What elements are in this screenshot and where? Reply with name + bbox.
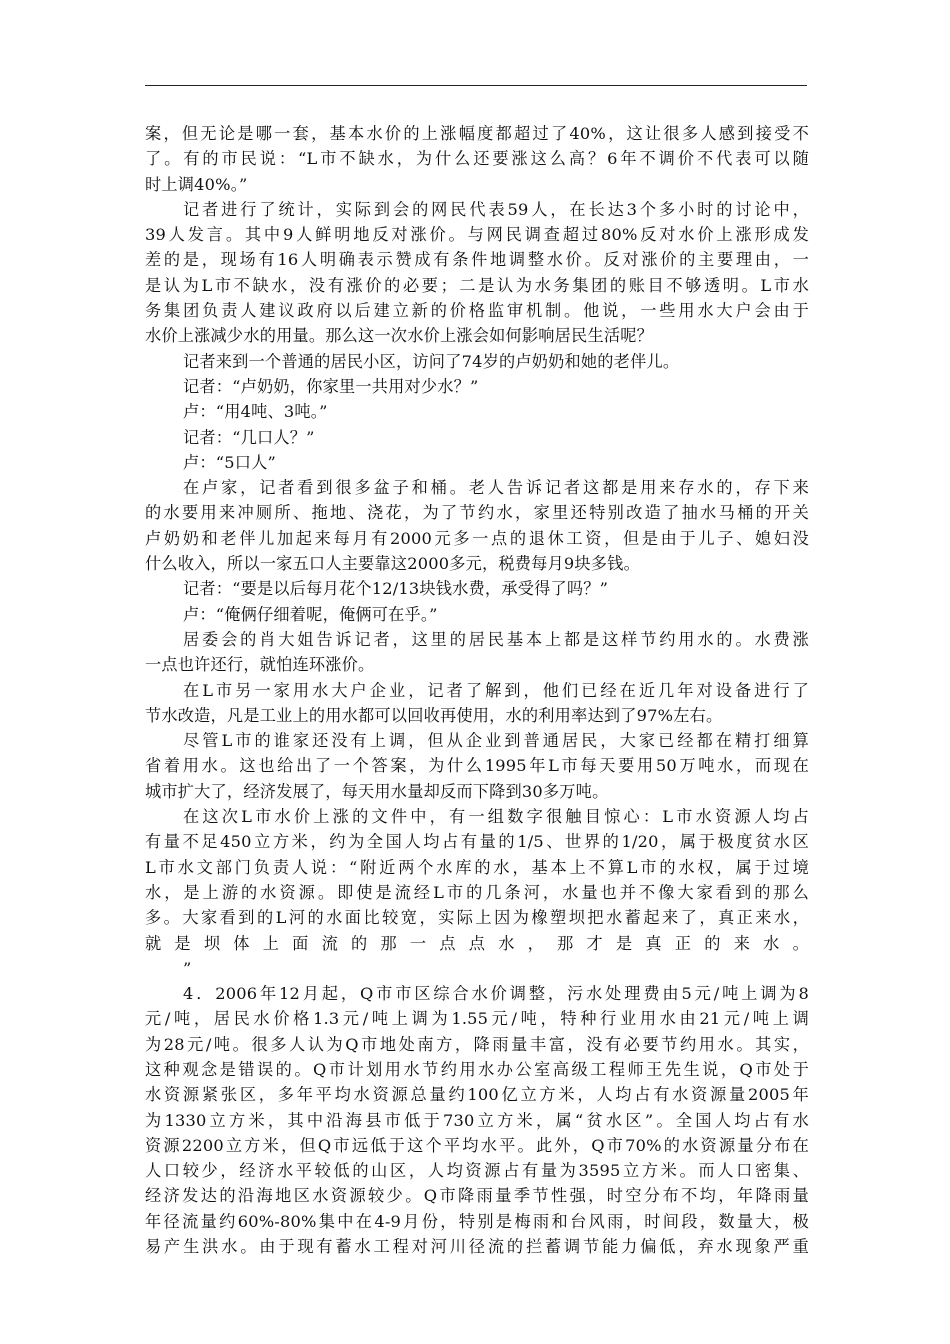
text-line: 有量不足450立方米，约为全国人均占有量的1/5、世界的1/20，属于极度贫水区 (145, 832, 809, 852)
text-line: L市水文部门负责人说：“附近两个水库的水，基本上不算L市的水权，属于过境 (145, 857, 809, 877)
text-line: 省着用水。这也给出了一个答案，为什么1995年L市每天要用50万吨水，而现在 (145, 756, 809, 776)
text-line: 尽管L市的谁家还没有上调，但从企业到普通居民，大家已经都在精打细算 (183, 731, 809, 751)
text-line: 为1330立方米，其中沿海县市低于730立方米，属“贫水区”。全国人均占有水 (145, 1110, 809, 1130)
text-line: 在卢家，记者看到很多盆子和桶。老人告诉记者这都是用来存水的，存下来 (183, 478, 809, 498)
text-line: 记者：“几口人？” (183, 427, 315, 447)
text-line: 年径流量约60%-80%集中在4-9月份，特别是梅雨和台风雨，时间段，数量大，极 (145, 1211, 809, 1231)
text-line: 卢奶奶和老伴儿加起来每月有2000元多一点的退休工资，但是由于儿子、媳妇没 (145, 528, 809, 548)
text-line: 务集团负责人建议政府以后建立新的价格监审机制。他说，一些用水大户会由于 (145, 301, 809, 321)
text-line: 经济发达的沿海地区水资源较少。Q市降雨量季节性强，时空分布不均，年降雨量 (145, 1186, 809, 1206)
text-line: 元/吨，居民水价格1.3元/吨上调为1.55元/吨，特种行业用水由21元/吨上调 (145, 1009, 809, 1029)
text-line: 人口较少，经济水平较低的山区，人均资源占有量为3595立方米。而人口密集、 (145, 1161, 809, 1181)
text-line: 为28元/吨。很多人认为Q市地处南方，降雨量丰富，没有必要节约用水。其实， (145, 1034, 809, 1054)
text-line: 的水要用来冲厕所、拖地、浇花，为了节约水，家里还特别改造了抽水马桶的开关 (145, 503, 809, 523)
text-line: 记者进行了统计，实际到会的网民代表59人，在长达3个多小时的讨论中， (183, 199, 809, 219)
text-line: 资源2200立方米，但Q市远低于这个平均水平。此外，Q市70%的水资源量分布在 (145, 1135, 809, 1155)
text-line: 记者：“卢奶奶，你家里一共用对少水？” (183, 376, 479, 396)
header-divider (145, 85, 807, 86)
text-line: 一点也许还行，就怕连环涨价。 (145, 655, 375, 675)
text-line: 城市扩大了，经济发展了，每天用水量却反而下降到30多万吨。 (145, 781, 609, 801)
text-line: 在这次L市水价上涨的文件中，有一组数字很触目惊心：L市水资源人均占 (183, 807, 809, 827)
text-line: 是认为L市不缺水，没有涨价的必要；二是认为水务集团的账目不够透明。L市水 (145, 275, 809, 295)
text-line: 就是坝体上面流的那一点点水，那才是真正的来水。 (145, 933, 809, 953)
text-line: 卢：“俺俩仔细着呢，俺俩可在乎。” (183, 604, 438, 624)
text-line: 案，但无论是哪一套，基本水价的上涨幅度都超过了40%，这让很多人感到接受不 (145, 124, 809, 143)
text-line: 易产生洪水。由于现有蓄水工程对河川径流的拦蓄调节能力偏低，弃水现象严重 (145, 1237, 809, 1257)
text-line: 什么收入，所以一家五口人主要靠这2000多元，税费每月9块多钱。 (145, 554, 640, 574)
text-line: 记者来到一个普通的居民小区，访问了74岁的卢奶奶和她的老伴儿。 (183, 351, 680, 371)
text-line: 居委会的肖大姐告诉记者，这里的居民基本上都是这样节约用水的。水费涨 (183, 629, 809, 649)
document-body (145, 121, 809, 1259)
text-line: 卢：“用4吨、3吨。” (183, 402, 328, 422)
text-line: 卢：“5口人” (183, 452, 276, 472)
text-line: 这种观念是错误的。Q市计划用水节约用水办公室高级工程师王先生说，Q市处于 (145, 1059, 809, 1079)
text-line: 水价上涨减少水的用量。那么这一次水价上涨会如何影响居民生活呢？ (145, 326, 654, 346)
text-line: 多。大家看到的L河的水面比较宽，实际上因为橡塑坝把水蓄起来了，真正来水， (145, 908, 809, 928)
text-line: 节水改造，凡是工业上的用水都可以回收再使用，水的利用率达到了97%左右。 (145, 705, 723, 725)
text-line: ” (183, 958, 192, 978)
text-line: 水资源紧张区，多年平均水资源总量约100亿立方米，人均占有水资源量2005年 (145, 1085, 809, 1105)
text-line: 记者：“要是以后每月花个12/13块钱水费，承受得了吗？” (183, 579, 609, 599)
text-line: 差的是，现场有16人明确表示赞成有条件地调整水价。反对涨价的主要理由，一 (145, 250, 809, 270)
text-line: 水，是上游的水资源。即使是流经L市的几条河，水量也并不像大家看到的那么 (145, 882, 809, 902)
text-line: 在L市另一家用水大户企业，记者了解到，他们已经在近几年对设备进行了 (183, 680, 809, 700)
text-line: 39人发言。其中9人鲜明地反对涨价。与网民调查超过80%反对水价上涨形成发 (145, 225, 809, 245)
text-line: 4．2006年12月起，Q市市区综合水价调整，污水处理费由5元/吨上调为8 (183, 984, 809, 1004)
text-line: 时上调40%。” (145, 174, 248, 194)
text-line: 了。有的市民说：“L市不缺水，为什么还要涨这么高？6年不调价不代表可以随 (145, 149, 809, 169)
